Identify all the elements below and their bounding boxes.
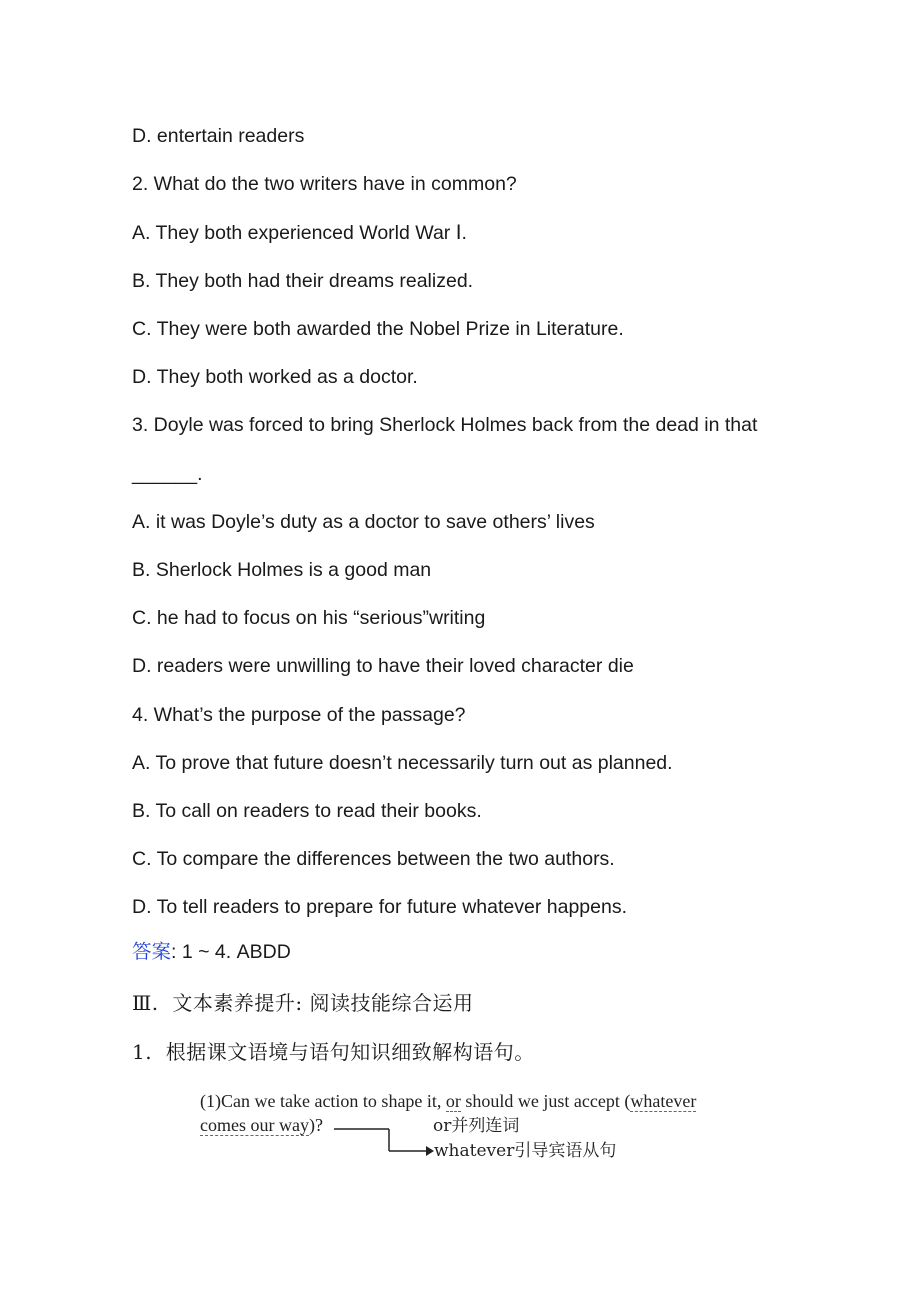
q3-option-d: D. readers were unwilling to have their loved character die bbox=[132, 655, 634, 677]
q3-option-a: A. it was Doyle’s duty as a doctor to save others’ lives bbox=[132, 511, 595, 533]
q3-stem: 3. Doyle was forced to bring Sherlock Holmes back from the dead in that bbox=[132, 414, 758, 436]
q1-option-d: D. entertain readers bbox=[132, 125, 305, 147]
q2-option-a: A. They both experienced World War Ⅰ. bbox=[132, 222, 467, 244]
q2-option-b: B. They both had their dreams realized. bbox=[132, 270, 474, 292]
arrowhead-icon bbox=[426, 1146, 434, 1156]
q4-stem: 4. What’s the purpose of the passage? bbox=[132, 704, 466, 726]
answer-label: 答案 bbox=[132, 940, 172, 963]
whatever-word: whatever bbox=[630, 1091, 697, 1111]
diagram-line-2: comes our way)? bbox=[200, 1115, 323, 1135]
section-title: Ⅲ. 文本素养提升: 阅读技能综合运用 bbox=[132, 991, 474, 1015]
q2-option-c: C. They were both awarded the Nobel Prize in Literature. bbox=[132, 318, 624, 340]
q3-option-b: B. Sherlock Holmes is a good man bbox=[132, 559, 432, 581]
sentence-structure-diagram bbox=[198, 1085, 738, 1170]
answer-line bbox=[132, 940, 291, 964]
q4-option-d: D. To tell readers to prepare for future whatever happens. bbox=[132, 896, 628, 918]
clause-underline: comes our way bbox=[200, 1115, 309, 1135]
diagram-line-1: (1)Can we take action to shape it, or should we just accept (whatever bbox=[200, 1091, 697, 1111]
answer-text: : 1 ~ 4. ABDD bbox=[171, 941, 291, 963]
q2-stem: 2. What do the two writers have in common? bbox=[132, 173, 517, 195]
q3-option-c: C. he had to focus on his “serious”writing bbox=[132, 607, 486, 629]
q3-blank: ______. bbox=[132, 463, 203, 485]
or-word: or bbox=[445, 1091, 461, 1111]
q4-option-a: A. To prove that future doesn’t necessarily turn out as planned. bbox=[132, 752, 673, 774]
annotation-or: or并列连词 bbox=[433, 1116, 520, 1136]
section-item-1: 1. 根据课文语境与语句知识细致解构语句。 bbox=[132, 1040, 535, 1064]
annotation-whatever: whatever引导宾语从句 bbox=[434, 1141, 617, 1161]
q2-option-d: D. They both worked as a doctor. bbox=[132, 366, 418, 388]
q4-option-b: B. To call on readers to read their books. bbox=[132, 800, 482, 822]
q4-option-c: C. To compare the differences between the two authors. bbox=[132, 848, 615, 870]
